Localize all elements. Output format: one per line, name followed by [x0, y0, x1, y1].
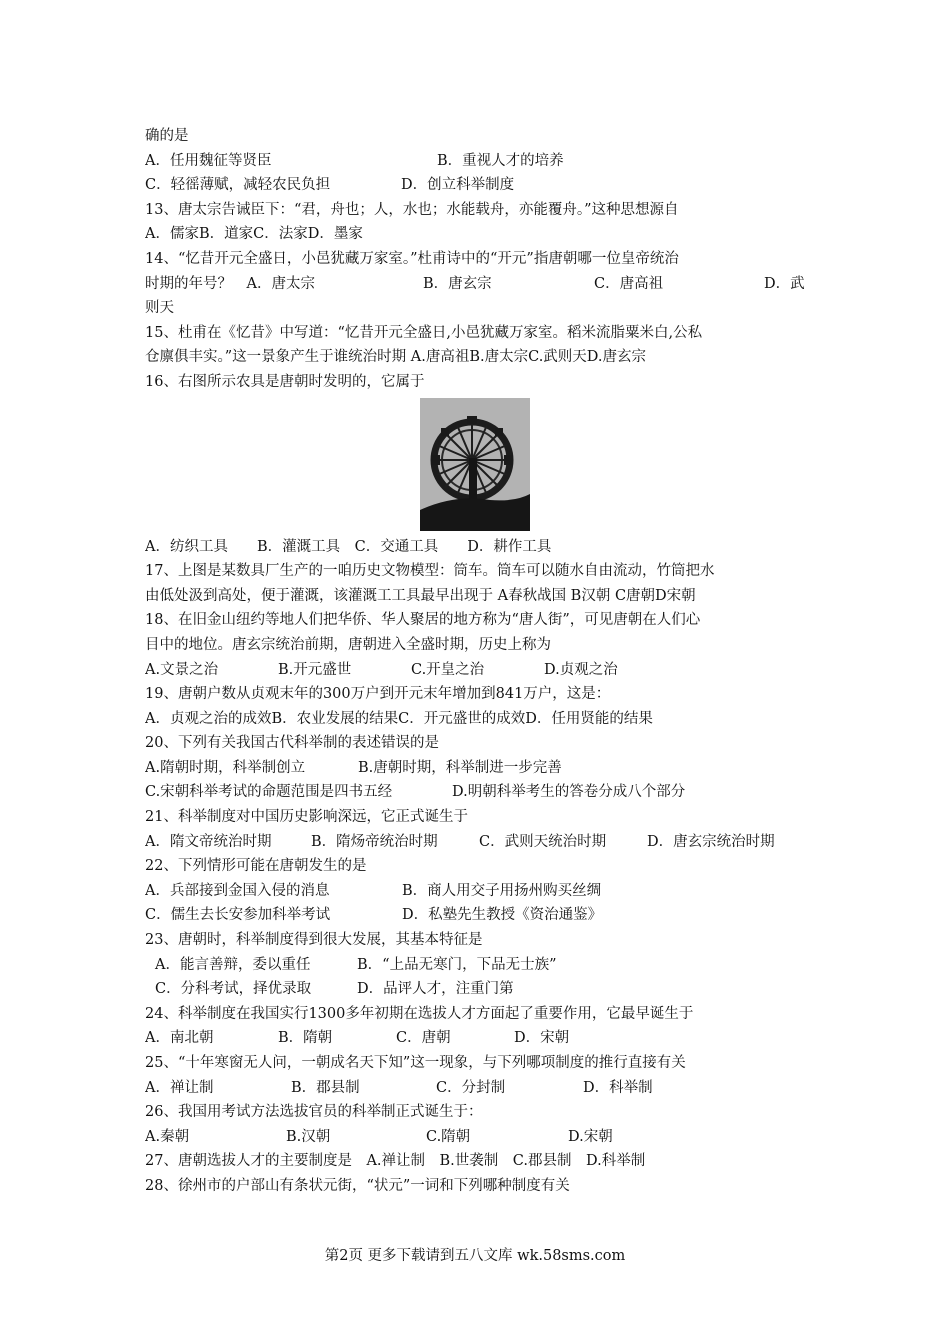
- question-19: 19、唐朝户数从贞观末年的300万户到开元末年增加到841万户，这是：: [145, 686, 611, 703]
- options-line: [145, 977, 813, 1002]
- text-line: 目中的地位。唐玄宗统治前期，唐朝进入全盛时期，历史上称为: [145, 636, 551, 653]
- question-18: 18、在旧金山纽约等地人们把华侨、华人聚居的地方称为“唐人街”，可见唐朝在人们心: [145, 612, 701, 629]
- option-c: C．分封制: [436, 1079, 506, 1096]
- question-26: 26、我国用考试方法选拔官员的科举制正式诞生于：: [145, 1104, 483, 1121]
- options-line: [145, 756, 813, 781]
- question-24: 24、科举制度在我国实行1300多年初期在选拔人才方面起了重要作用，它最早诞生于: [145, 1005, 694, 1022]
- waterwheel-figure: [145, 395, 813, 535]
- option-b: B.唐朝时期，科举制进一步完善: [358, 759, 562, 776]
- option-c: C.宋朝科举考试的命题范围是四书五经: [145, 784, 393, 801]
- option-c: C．轻徭薄赋，减轻农民负担: [145, 177, 331, 194]
- text-line: 仓廪俱丰实。”这一景象产生于谁统治时期 A.唐高祖B.唐太宗C.武则天D.唐玄宗: [145, 349, 647, 366]
- options-line: [145, 658, 813, 683]
- options-line: [145, 149, 813, 174]
- option-b: B．隋朝: [278, 1030, 333, 1047]
- option-c: C．儒生去长安参加科举考试: [145, 907, 331, 924]
- page-footer: 第2页 更多下载请到五八文库 wk.58sms.com: [324, 1248, 626, 1264]
- option-a: A．兵部接到金国入侵的消息: [145, 882, 330, 899]
- option-a: A.隋朝时期，科举制创立: [145, 759, 306, 776]
- option-b: B．郡县制: [291, 1079, 360, 1096]
- option-b: B．唐玄宗: [423, 275, 492, 292]
- options-line: [145, 780, 813, 805]
- question-25: 25、“十年寒窗无人问，一朝成名天下知”这一现象，与下列哪项制度的推行直接有关: [145, 1055, 686, 1071]
- option-d: D．宋朝: [514, 1030, 570, 1047]
- question-21: 21、科举制度对中国历史影响深远，它正式诞生于: [145, 809, 468, 826]
- option-b: B．重视人才的培养: [437, 152, 564, 169]
- option-c: C.开皇之治: [411, 661, 485, 678]
- option-d: D．科举制: [583, 1079, 653, 1096]
- option-a: A.秦朝: [145, 1128, 190, 1145]
- question-16: 16、右图所示农具是唐朝时发明的，它属于: [145, 373, 425, 390]
- option-b: B.汉朝: [286, 1128, 331, 1145]
- question-20: 20、下列有关我国古代科举制的表述错误的是: [145, 735, 439, 752]
- option-d: D．唐玄宗统治时期: [647, 833, 775, 850]
- option-d: D.明朝科举考生的答卷分成八个部分: [452, 784, 686, 801]
- question-15: 15、杜甫在《忆昔》中写道：“忆昔开元全盛日,小邑犹藏万家室。稻米流脂粟米白,公私: [145, 324, 703, 341]
- question-17: 17、上图是某数具厂生产的一咱历史文物模型：筒车。筒车可以随水自由流动，竹筒把水: [145, 563, 715, 580]
- option-a: A．能言善辩，委以重任: [155, 956, 311, 973]
- options-line: [145, 1026, 813, 1051]
- question-23: 23、唐朝时，科举制度得到很大发展，其基本特征是: [145, 932, 483, 949]
- option-a: A．南北朝: [145, 1030, 214, 1047]
- option-d: D．品评人才，注重门第: [357, 981, 514, 998]
- question-16-options: A．纺织工具 B．灌溉工具 C．交通工具 D．耕作工具: [145, 538, 552, 555]
- options-line: [145, 1076, 813, 1101]
- text-line: A．贞观之治的成效B．农业发展的结果C．开元盛世的成效D．任用贤能的结果: [145, 710, 653, 727]
- option-a: A．任用魏征等贤臣: [145, 152, 272, 169]
- option-d: D.宋朝: [568, 1128, 613, 1145]
- text-line: A．儒家B．道家C．法家D．墨家: [145, 226, 363, 243]
- option-d: D．创立科举制度: [401, 177, 515, 194]
- option-d: D．武: [764, 275, 805, 292]
- options-line: [145, 879, 813, 904]
- option-a: A.文景之治: [145, 661, 219, 678]
- question-14: 14、“忆昔开元全盛日，小邑犹藏万家室。”杜甫诗中的“开元”指唐朝哪一位皇帝统治: [145, 250, 679, 267]
- option-b: B．商人用交子用扬州购买丝绸: [402, 882, 602, 899]
- option-c: C．分科考试，择优录取: [155, 981, 312, 998]
- options-line: [145, 173, 813, 198]
- options-line: [145, 903, 813, 928]
- text-line: 确的是: [145, 128, 189, 144]
- question-27: 27、唐朝选拔人才的主要制度是 A.禅让制 B.世袭制 C.郡县制 D.科举制: [145, 1153, 646, 1170]
- text-line: 由低处汲到高处，便于灌溉，该灌溉工工具最早出现于 A春秋战国 B汉朝 C唐朝D宋朝: [145, 587, 696, 604]
- option-a: A．隋文帝统治时期: [145, 833, 272, 850]
- options-line: [145, 272, 813, 297]
- option-c: C．唐朝: [396, 1030, 451, 1047]
- option-b: B．隋炀帝统治时期: [311, 833, 438, 850]
- question-22: 22、下列情形可能在唐朝发生的是: [145, 858, 367, 875]
- text-line: 则天: [145, 300, 174, 317]
- option-c: C．武则天统治时期: [479, 833, 607, 850]
- question-13: 13、唐太宗告诫臣下：“君，舟也；人，水也；水能载舟，亦能覆舟。”这种思想源自: [145, 201, 679, 218]
- option-c: C．唐高祖: [594, 275, 664, 292]
- option-d: D.贞观之治: [544, 661, 618, 678]
- options-line: [145, 830, 813, 855]
- option-a: A．禅让制: [145, 1079, 214, 1096]
- options-line: [145, 953, 813, 978]
- option-c: C.隋朝: [426, 1128, 471, 1145]
- option-d: D．私塾先生教授《资治通鉴》: [402, 907, 603, 924]
- question-28: 28、徐州市的户部山有条状元街，“状元”一词和下列哪种制度有关: [145, 1177, 570, 1194]
- waterwheel-image: [420, 398, 530, 531]
- question-text: [145, 124, 813, 1199]
- option-a: 时期的年号？ A．唐太宗: [145, 275, 315, 292]
- option-b: B．“上品无寒门，下品无士族”: [357, 956, 557, 973]
- options-line: [145, 1125, 813, 1150]
- option-b: B.开元盛世: [278, 661, 352, 678]
